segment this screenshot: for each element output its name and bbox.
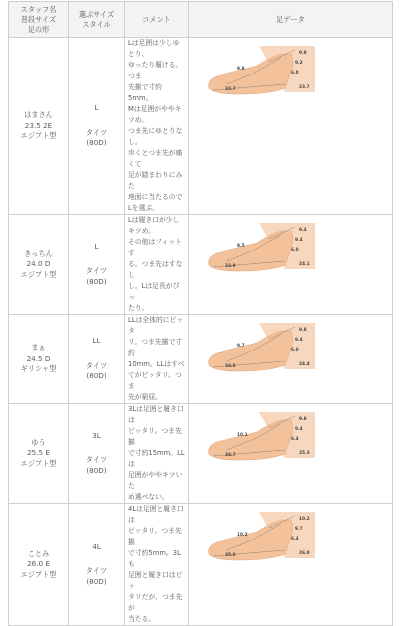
- length-label: 23.9: [225, 264, 236, 269]
- heel-label: 6.0: [291, 71, 299, 76]
- comment-line: たり。: [128, 304, 149, 312]
- comment-line: てがピッタリ。つま: [128, 371, 182, 390]
- ball-label: 9.2: [295, 61, 303, 66]
- header-row: [9, 2, 393, 38]
- side-label: 10.1: [237, 433, 248, 438]
- comment-line: 歩くとつま先が痛くて: [128, 149, 183, 168]
- length-label: 22.7: [225, 87, 236, 92]
- staff-name: きっちん: [24, 248, 53, 258]
- foot-shape: [209, 420, 293, 460]
- comment-line: 10mm。LLはすべ: [128, 360, 185, 368]
- comment-line: その他はフィットす: [128, 238, 182, 257]
- toe-label: 9.8: [299, 328, 307, 333]
- ball-label: 9.4: [295, 338, 303, 343]
- comment-cell: [125, 215, 189, 315]
- side-label: 9.5: [237, 244, 245, 249]
- comment-line: 当たる。: [128, 615, 156, 623]
- comment-cell: [125, 504, 189, 626]
- comment-cell: [125, 404, 189, 504]
- comment-line: る。つま先はすなし: [128, 260, 183, 279]
- staff-size: 24.5 D: [26, 353, 51, 363]
- staff-shape: エジプト型: [20, 569, 57, 579]
- staff-shape: ギリシャ型: [20, 364, 57, 374]
- comment-line: Lは履き口が少しキツめ。: [128, 216, 180, 235]
- toe-label: 9.8: [299, 417, 307, 422]
- comment-line: つま先にゆとりなし。: [128, 127, 183, 146]
- length2-label: 25.3: [299, 451, 310, 456]
- comment-line: Lは足囲は少しゆとり、: [128, 39, 180, 58]
- comment-line: LLは全体的にピッタ: [128, 316, 183, 335]
- foot-data-cell: [189, 315, 393, 404]
- side-label: 10.2: [237, 533, 248, 538]
- toe-label: 9.9: [299, 51, 307, 56]
- toe-label: 9.4: [299, 228, 307, 233]
- foot-svg: [199, 410, 333, 464]
- staff-name: はまさん: [24, 110, 53, 120]
- staff-size: 24.0 D: [26, 259, 51, 269]
- picked-size: LL: [92, 336, 101, 346]
- length-label: 25.0: [225, 553, 236, 558]
- picked-size: 4L: [92, 541, 101, 551]
- comment-line: で寸約5mm。3Lも: [128, 549, 181, 568]
- heel-label: 6.4: [291, 537, 299, 542]
- style-cell: [69, 404, 125, 504]
- header-staff-l3: 足の形: [27, 24, 50, 34]
- table-body: [9, 38, 393, 626]
- heel-label: 6.0: [291, 348, 299, 353]
- staff-size: 23.5 2E: [24, 120, 53, 130]
- comment-line: し。Lは足長がぴっ: [128, 282, 180, 301]
- foot-data-cell: [189, 404, 393, 504]
- comment-line: Mは足囲がややキツめ。: [128, 105, 182, 124]
- tights-label: タイツ: [85, 360, 108, 370]
- foot-svg: [199, 510, 333, 564]
- staff-cell: [9, 215, 69, 315]
- picked-size: 3L: [92, 430, 101, 440]
- length2-label: 24.1: [299, 262, 310, 267]
- denier-label: (80D): [86, 465, 107, 475]
- foot-shape: [209, 54, 293, 94]
- ball-label: 9.7: [295, 527, 303, 532]
- tights-label: タイツ: [85, 266, 108, 276]
- comment-line: Lを選ぶ。: [128, 204, 160, 212]
- header-staff: [9, 2, 69, 38]
- heel-label: 6.0: [291, 248, 299, 253]
- denier-label: (80D): [86, 576, 107, 586]
- header-foot: 足データ: [189, 2, 393, 38]
- style-cell: [69, 315, 125, 404]
- tights-label: タイツ: [85, 566, 108, 576]
- comment-line: タリだが、つま先が: [128, 593, 183, 612]
- comment-line: ピッタリ。つま先揃: [128, 427, 182, 446]
- side-label: 9.8: [237, 67, 245, 72]
- length2-label: 26.0: [299, 551, 310, 556]
- length-label: 24.0: [225, 364, 236, 369]
- staff-cell: [9, 504, 69, 626]
- foot-data-cell: [189, 504, 393, 626]
- size-table: [8, 1, 393, 626]
- table-row: [9, 404, 393, 504]
- staff-cell: [9, 404, 69, 504]
- ball-label: 9.4: [295, 238, 303, 243]
- comment-line: リ。つま先揃で寸約: [128, 338, 183, 357]
- style-cell: [69, 38, 125, 215]
- comment-cell: [125, 38, 189, 215]
- length-label: 24.7: [225, 453, 236, 458]
- comment-line: 先揃で寸約5mm。: [128, 83, 162, 102]
- comment-line: 足囲がややキツいた: [128, 471, 183, 490]
- foot-data-cell: [189, 215, 393, 315]
- comment-line: 先が窮屈。: [128, 393, 162, 401]
- tights-label: タイツ: [85, 455, 108, 465]
- heel-label: 6.4: [291, 437, 299, 442]
- length2-label: 23.7: [299, 85, 310, 90]
- toe-label: 10.2: [299, 517, 310, 522]
- staff-size: 26.0 E: [27, 559, 50, 569]
- comment-line: 足囲と履き口はピッ: [128, 571, 183, 590]
- staff-name: まぁ: [31, 343, 46, 353]
- foot-shape: [209, 231, 293, 271]
- foot-illustration: [199, 510, 333, 564]
- staff-cell: [9, 38, 69, 215]
- header-style-l1: 選ぶサイズ: [78, 9, 115, 19]
- comment-cell: [125, 315, 189, 404]
- table-row: [9, 215, 393, 315]
- foot-data-cell: [189, 38, 393, 215]
- foot-svg: [199, 44, 333, 98]
- header-comment: コメント: [125, 2, 189, 38]
- header-staff-l2: 普段サイズ: [20, 14, 57, 24]
- foot-shape: [209, 331, 293, 371]
- foot-svg: [199, 321, 333, 375]
- comment-line: ゆったり履ける。つま: [128, 61, 183, 80]
- ball-label: 9.4: [295, 427, 303, 432]
- staff-shape: エジプト型: [20, 131, 57, 141]
- staff-cell: [9, 315, 69, 404]
- staff-name: ことみ: [27, 548, 50, 558]
- picked-size: L: [94, 241, 99, 251]
- foot-illustration: [199, 410, 333, 464]
- denier-label: (80D): [86, 276, 107, 286]
- comment-line: 足が踏まわりにみた: [128, 171, 183, 190]
- staff-shape: エジプト型: [20, 458, 57, 468]
- comment-line: 3Lは足囲と履き口は: [128, 405, 184, 424]
- foot-illustration: [199, 44, 333, 98]
- header-style-l2: スタイル: [82, 19, 111, 29]
- foot-svg: [199, 221, 333, 275]
- header-staff-l1: スタッフ名: [20, 4, 57, 14]
- foot-illustration: [199, 321, 333, 375]
- comment-line: め選べない。: [128, 493, 169, 501]
- denier-label: (80D): [86, 138, 107, 148]
- table-row: [9, 38, 393, 215]
- tights-label: タイツ: [85, 127, 108, 137]
- staff-size: 25.5 E: [27, 448, 50, 458]
- comment-line: で寸約15mm。LLは: [128, 449, 185, 468]
- header-style: [69, 2, 125, 38]
- table-row: [9, 504, 393, 626]
- length2-label: 24.4: [299, 362, 310, 367]
- picked-size: L: [94, 103, 99, 113]
- comment-line: ピッタリ。つま先揃: [128, 527, 182, 546]
- table-row: [9, 315, 393, 404]
- style-cell: [69, 504, 125, 626]
- foot-shape: [209, 520, 293, 560]
- comment-line: 地面に当たるので: [128, 193, 183, 201]
- comment-line: 4Lは足囲と履き口は: [128, 505, 184, 524]
- side-label: 9.7: [237, 344, 245, 349]
- style-cell: [69, 215, 125, 315]
- staff-name: ゆう: [31, 437, 46, 447]
- staff-shape: エジプト型: [20, 269, 57, 279]
- denier-label: (80D): [86, 371, 107, 381]
- foot-illustration: [199, 221, 333, 275]
